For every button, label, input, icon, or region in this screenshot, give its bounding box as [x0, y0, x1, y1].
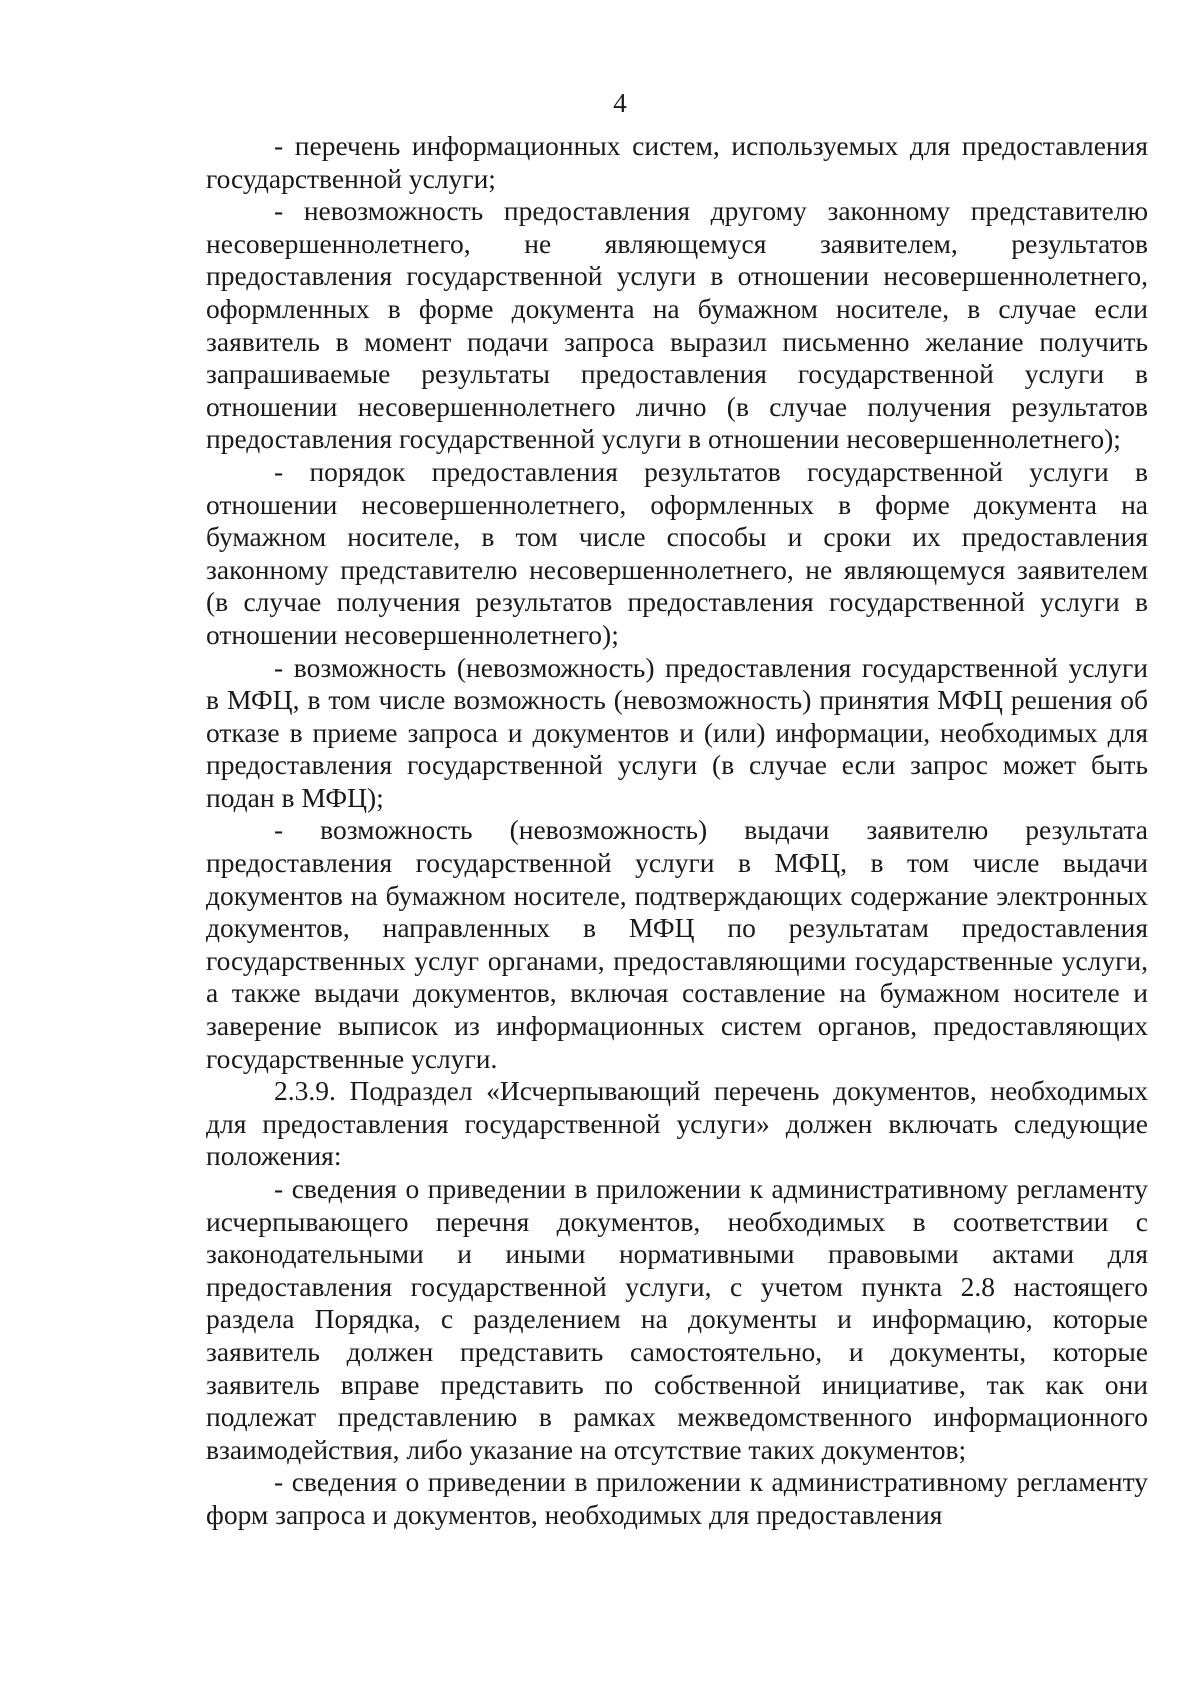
page-number: 4	[613, 88, 627, 118]
paragraph-request-forms: - сведения о приведении в приложении к административному регламенту форм запроса и документов, необходимых для предоставления	[206, 1466, 1148, 1530]
paragraph-impossibility-of-delivery: - невозможность предоставления другому законному представителю несовершеннолетнего, не являющемуся заявителем, результатов предоставления государственной услуги в отношении несовершеннолетнего, оформленных в форме документа на бумажном носителе, в случае если заявитель в момент подачи запроса выразил письменно желание получить запрашиваемые результаты предоставления государственной услуги в отношении несовершеннолетнего лично (в случае получения результатов предоставления государственной услуги в отношении несовершеннолетнего);	[206, 195, 1148, 455]
paragraph-exhaustive-document-list: - сведения о приведении в приложении к административному регламенту исчерпывающего перечня документов, необходимых в соответствии с законодательными и иными нормативными правовыми актами для предоставления государственной услуги, с учетом пункта 2.8 настоящего раздела Порядка, с разделением на документы и информацию, которые заявитель должен представить самостоятельно, и документы, которые заявитель вправе представить по собственной инициативе, так как они подлежат представлению в рамках межведомственного информационного взаимодействия, либо указание на отсутствие таких документов;	[206, 1173, 1148, 1465]
paragraph-mfc-service-possibility: - возможность (невозможность) предоставления государственной услуги в МФЦ, в том числе возможность (невозможность) принятия МФЦ решения об отказе в приеме запроса и документов и (или) информации, необходимых для предоставления государственной услуги (в случае если запрос может быть подан в МФЦ);	[206, 651, 1148, 813]
paragraph-mfc-issuance-possibility: - возможность (невозможность) выдачи заявителю результата предоставления государственной услуги в МФЦ, в том числе выдачи документов на бумажном носителе, подтверждающих содержание электронных документов, направленных в МФЦ по результатам предоставления государственных услуг органами, предоставляющими государственные услуги, а также выдачи документов, включая составление на бумажном носителе и заверение выписок из информационных систем органов, предоставляющих государственные услуги.	[206, 814, 1148, 1074]
paragraph-delivery-procedure: - порядок предоставления результатов государственной услуги в отношении несовершеннолетнего, оформленных в форме документа на бумажном носителе, в том числе способы и сроки их предоставления законному представителю несовершеннолетнего, не являющемуся заявителем (в случае получения результатов предоставления государственной услуги в отношении несовершеннолетнего);	[206, 455, 1148, 650]
paragraph-section-2-3-9: 2.3.9. Подраздел «Исчерпывающий перечень документов, необходимых для предоставления государственной услуги» должен включать следующие положения:	[206, 1075, 1148, 1172]
paragraph-info-systems-list: - перечень информационных систем, используемых для предоставления государственной услуги;	[206, 130, 1148, 194]
document-body	[206, 130, 1148, 1532]
